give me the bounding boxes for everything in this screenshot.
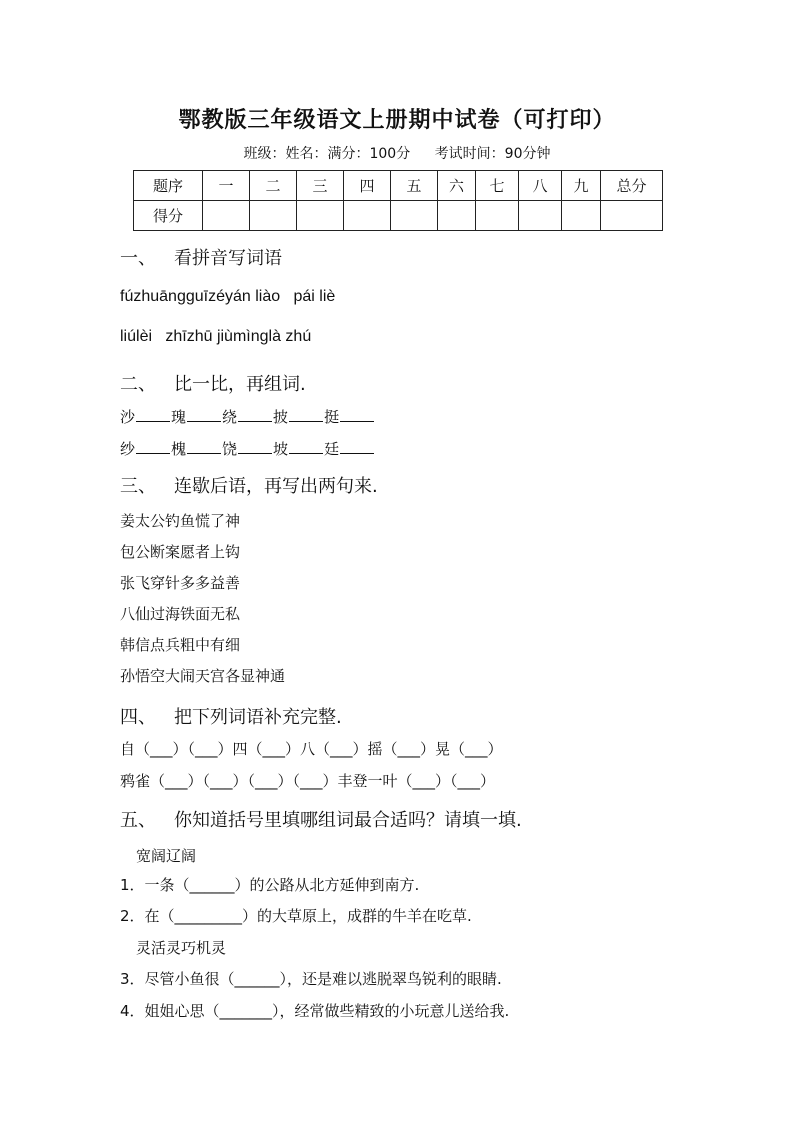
exam-info-student: 班级：姓名：满分：100分 (243, 146, 411, 162)
character: 廷 (324, 440, 340, 458)
question-line[interactable]: 2．在（_________）的大草原上，成群的牛羊在吃草. (120, 907, 472, 925)
section-title: 把下列词语补充完整. (174, 707, 342, 728)
score-header-cell: 二 (250, 171, 297, 201)
score-header-cell: 一 (203, 171, 250, 201)
score-header-cell: 三 (297, 171, 344, 201)
section-title: 比一比，再组词. (174, 374, 306, 395)
exam-info-time: 考试时间：90分钟 (434, 146, 551, 162)
pinyin-line: liúlèi zhīzhū jiùmìnglà zhú (120, 328, 312, 345)
score-cell[interactable] (297, 201, 344, 231)
character: 瑰 (171, 408, 187, 426)
proverb-line: 八仙过海铁面无私 (120, 605, 241, 623)
proverb-line: 张飞穿针多多益善 (120, 574, 241, 592)
score-cell[interactable] (203, 201, 250, 231)
score-header-cell: 八 (519, 171, 562, 201)
proverb-line: 包公断案愿者上钩 (120, 543, 241, 561)
character: 披 (273, 408, 289, 426)
answer-blank[interactable] (238, 439, 272, 454)
section-3-heading (120, 472, 378, 498)
answer-blank[interactable] (289, 407, 323, 422)
score-header-cell: 四 (344, 171, 391, 201)
section-title: 你知道括号里填哪组词最合适吗？请填一填. (174, 810, 522, 831)
score-header-cell: 九 (562, 171, 601, 201)
score-cell[interactable] (476, 201, 519, 231)
question-line[interactable]: 3．尽管小鱼很（______），还是难以逃脱翠鸟锐利的眼睛. (120, 970, 502, 988)
answer-blank[interactable] (238, 407, 272, 422)
proverb-line: 姜太公钓鱼慌了神 (120, 512, 241, 530)
section-5-heading (120, 806, 522, 832)
section-number: 三、 (120, 476, 156, 497)
section-4-heading (120, 703, 342, 729)
section-number: 一、 (120, 248, 156, 269)
score-table-score-row (134, 201, 663, 231)
answer-blank[interactable] (340, 407, 374, 422)
idiom-fill-line[interactable]: 自（___）（___）四（___）八（___）摇（___）晃（___） (120, 740, 503, 758)
score-header-cell: 六 (438, 171, 476, 201)
exam-info (0, 143, 794, 163)
character: 饶 (222, 440, 238, 458)
score-cell[interactable] (391, 201, 438, 231)
score-row-label: 得分 (134, 201, 203, 231)
proverb-line: 孙悟空大闹天宫各显神通 (120, 667, 286, 685)
score-cell[interactable] (344, 201, 391, 231)
score-cell[interactable] (438, 201, 476, 231)
section-title: 看拼音写词语 (174, 248, 282, 269)
section-number: 二、 (120, 374, 156, 395)
page-title: 鄂教版三年级语文上册期中试卷（可打印） (178, 107, 616, 133)
score-table-header-row (134, 171, 663, 201)
answer-blank[interactable] (136, 439, 170, 454)
pinyin-line: fúzhuāngguīzéyán liào pái liè (120, 288, 336, 305)
score-cell[interactable] (562, 201, 601, 231)
section-number: 五、 (120, 810, 156, 831)
word-group: 灵活灵巧机灵 (136, 939, 227, 957)
score-table (133, 170, 663, 231)
score-cell[interactable] (519, 201, 562, 231)
character: 挺 (324, 408, 340, 426)
character: 坡 (273, 440, 289, 458)
score-header-cell: 七 (476, 171, 519, 201)
answer-blank[interactable] (289, 439, 323, 454)
answer-blank[interactable] (136, 407, 170, 422)
score-header-cell: 题序 (134, 171, 203, 201)
proverb-line: 韩信点兵粗中有细 (120, 636, 241, 654)
compare-row (120, 438, 375, 459)
idiom-fill-line[interactable]: 鸦雀（___）（___）（___）（___）丰登一叶（___）（___） (120, 772, 496, 790)
compare-row (120, 406, 375, 427)
section-number: 四、 (120, 707, 156, 728)
character: 绕 (222, 408, 238, 426)
score-header-cell: 五 (391, 171, 438, 201)
answer-blank[interactable] (340, 439, 374, 454)
score-header-cell: 总分 (601, 171, 663, 201)
character: 纱 (120, 440, 136, 458)
question-line[interactable]: 4．姐姐心思（_______），经常做些精致的小玩意儿送给我. (120, 1002, 510, 1020)
question-line[interactable]: 1．一条（______）的公路从北方延伸到南方. (120, 876, 420, 894)
section-1-heading (120, 244, 282, 270)
answer-blank[interactable] (187, 407, 221, 422)
score-cell[interactable] (601, 201, 663, 231)
section-title: 连歇后语，再写出两句来. (174, 476, 378, 497)
score-cell[interactable] (250, 201, 297, 231)
section-2-heading (120, 370, 306, 396)
character: 槐 (171, 440, 187, 458)
character: 沙 (120, 408, 136, 426)
answer-blank[interactable] (187, 439, 221, 454)
word-group: 宽阔辽阔 (136, 847, 197, 865)
